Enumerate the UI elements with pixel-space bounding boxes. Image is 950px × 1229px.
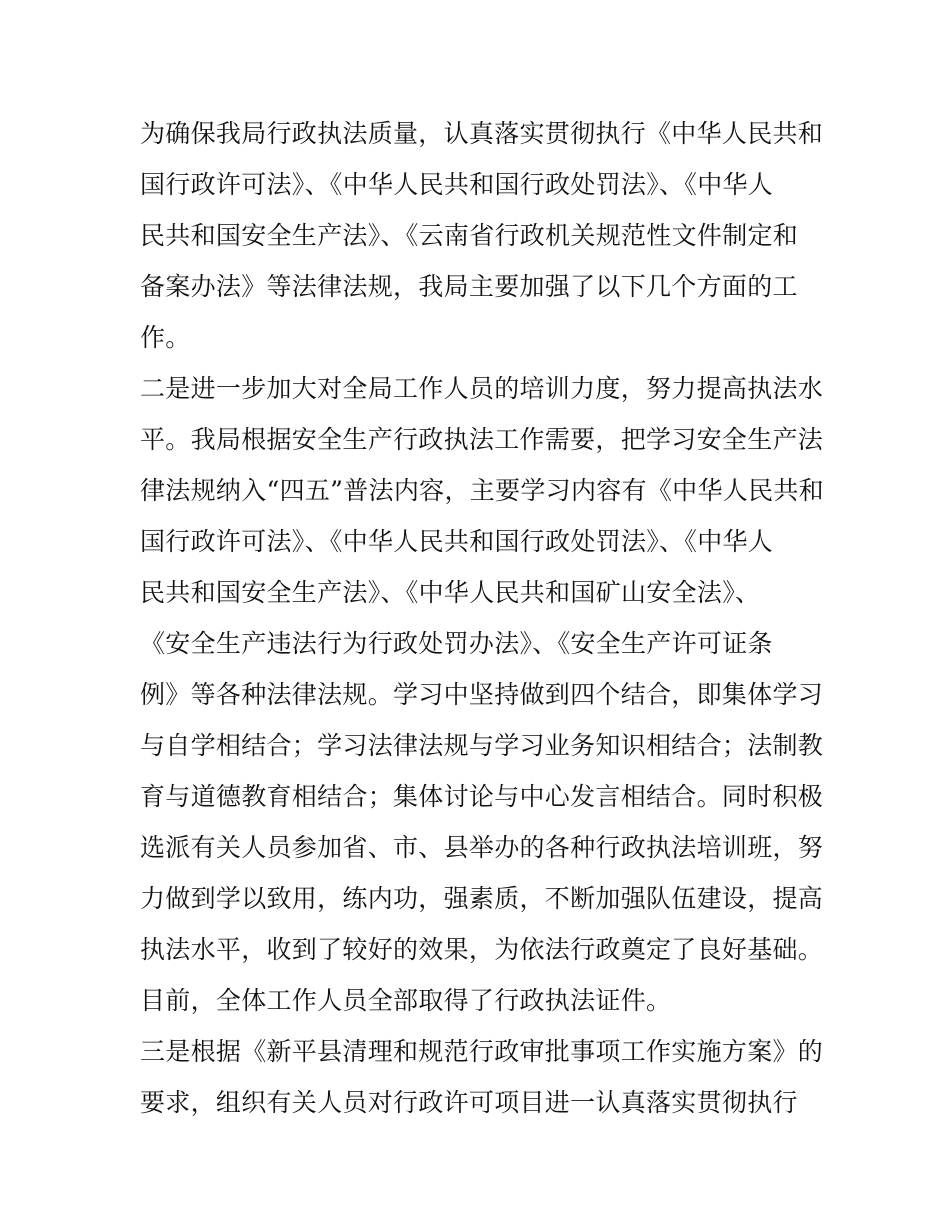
text-line: 选派有关人员参加省、市、县举办的各种行政执法培训班，努	[140, 833, 824, 862]
text-line: 与自学相结合；学习法律法规与学习业务知识相结合；法制教	[140, 731, 824, 760]
text-line: 民共和国安全生产法》、《云南省行政机关规范性文件制定和	[140, 221, 799, 250]
text-line: 二是进一步加大对全局工作人员的培训力度，努力提高执法水	[140, 374, 824, 403]
text-line: 国行政许可法》、《中华人民共和国行政处罚法》、《中华人	[140, 527, 774, 556]
text-line: 备案办法》等法律法规，我局主要加强了以下几个方面的工	[140, 272, 798, 301]
text-line: 国行政许可法》、《中华人民共和国行政处罚法》、《中华人	[140, 170, 774, 199]
text-line: 三是根据《新平县清理和规范行政审批事项工作实施方案》的	[140, 1037, 824, 1066]
text-line: 例》等各种法律法规。学习中坚持做到四个结合，即集体学习	[140, 680, 824, 709]
text-line: 力做到学以致用，练内功，强素质，不断加强队伍建设，提高	[140, 884, 824, 913]
text-line: 平。我局根据安全生产行政执法工作需要，把学习安全生产法	[140, 425, 824, 454]
text-line: 要求，组织有关人员对行政许可项目进一认真落实贯彻执行	[140, 1088, 798, 1117]
text-line: 执法水平，收到了较好的效果，为依法行政奠定了良好基础。	[140, 935, 824, 964]
text-line: 目前，全体工作人员全部取得了行政执法证件。	[140, 986, 672, 1015]
text-line: 律法规纳入“四五”普法内容，主要学习内容有《中华人民共和	[140, 476, 824, 505]
document-body	[140, 108, 824, 1128]
text-line: 民共和国安全生产法》、《中华人民共和国矿山安全法》、	[140, 578, 761, 607]
text-line: 作。	[140, 323, 191, 352]
text-line: 育与道德教育相结合；集体讨论与中心发言相结合。同时积极	[140, 782, 824, 811]
text-line: 《安全生产违法行为行政处罚办法》、《安全生产许可证条	[140, 629, 773, 658]
text-line: 为确保我局行政执法质量，认真落实贯彻执行《中华人民共和	[140, 119, 824, 148]
